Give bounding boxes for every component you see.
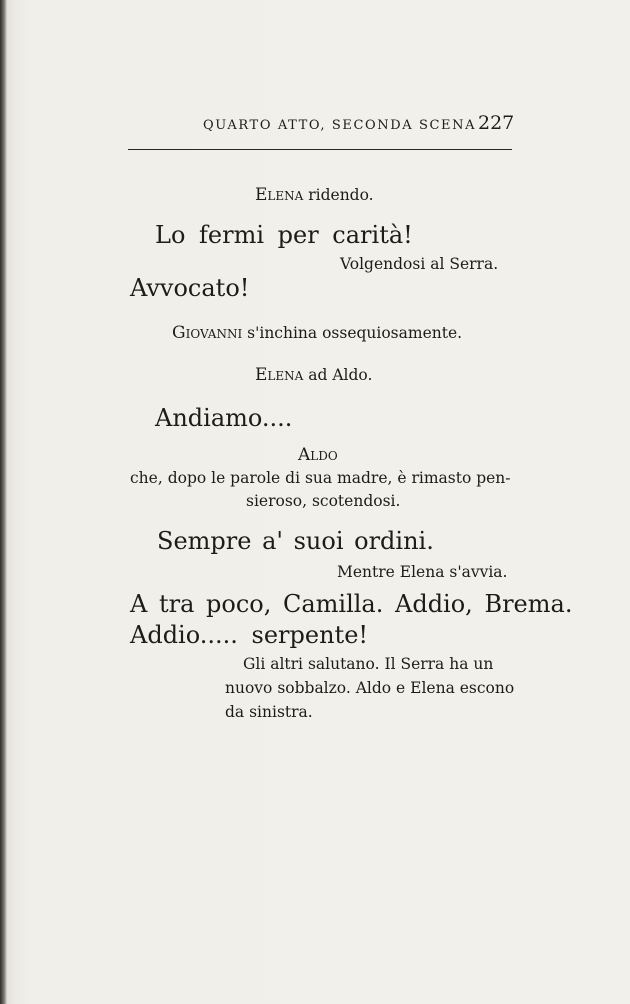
stage-direction-elena-ad-aldo	[255, 365, 372, 385]
header-rule	[128, 149, 512, 150]
direction-text: s'inchina ossequiosamente.	[242, 324, 463, 342]
stage-direction: Gli altri salutano. Il Serra ha un	[243, 655, 494, 673]
page-number: 227	[478, 112, 515, 134]
stage-direction: Mentre Elena s'avvia.	[337, 563, 508, 581]
dialogue-line: Avvocato!	[130, 274, 250, 302]
stage-direction-giovanni	[172, 323, 462, 343]
dialogue-line: Addio..... serpente!	[130, 621, 369, 649]
stage-direction: da sinistra.	[225, 703, 313, 721]
dialogue-line: Sempre a' suoi ordini.	[157, 527, 434, 555]
page-binding-edge	[0, 0, 7, 1004]
stage-direction: che, dopo le parole di sua madre, è rimasto pen-	[130, 469, 511, 487]
speaker-elena: Elena	[255, 185, 304, 205]
stage-direction-elena-ridendo	[255, 185, 374, 205]
dialogue-line: Andiamo....	[155, 404, 293, 432]
direction-text: ridendo.	[303, 186, 374, 204]
stage-direction: nuovo sobbalzo. Aldo e Elena escono	[225, 679, 515, 697]
stage-direction: Volgendosi al Serra.	[340, 255, 499, 273]
dialogue-line: A tra poco, Camilla. Addio, Brema.	[130, 590, 573, 618]
speaker-giovanni: Giovanni	[172, 323, 243, 343]
running-title: QUARTO ATTO, SECONDA SCENA	[203, 118, 477, 133]
speaker-aldo: Aldo	[298, 445, 338, 465]
stage-direction: sieroso, scotendosi.	[246, 492, 401, 510]
speaker-elena: Elena	[255, 365, 304, 385]
direction-text: ad Aldo.	[303, 366, 373, 384]
dialogue-line: Lo fermi per carità!	[155, 221, 413, 249]
